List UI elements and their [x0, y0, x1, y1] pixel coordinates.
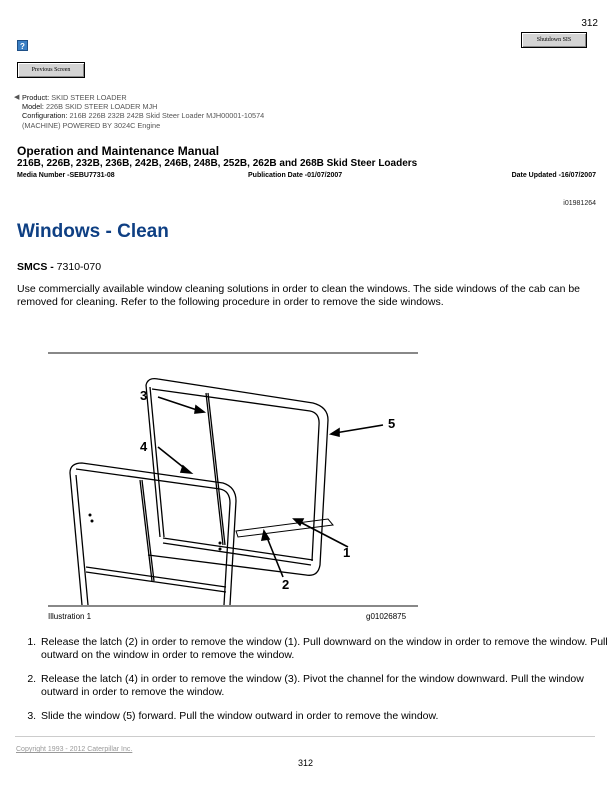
rear-window-frame [146, 379, 328, 576]
publication-date: Publication Date -01/07/2007 [248, 172, 343, 179]
product-value: SKID STEER LOADER [51, 93, 127, 102]
product-label: Product: [22, 93, 50, 102]
document-id: i01981264 [563, 200, 596, 207]
page-number-bottom: 312 [298, 758, 314, 768]
step-item: 2. Release the latch (4) in order to remove the window (3). Pivot the channel for the window downward. Pull the window outward in order to remove the window. [39, 673, 612, 699]
callout-1: 1 [343, 545, 351, 560]
channel [236, 519, 333, 537]
back-arrow-icon[interactable]: ◀ [14, 94, 20, 101]
smcs-code [17, 261, 101, 273]
footer-divider [15, 736, 595, 737]
page-title: Windows - Clean [17, 221, 169, 242]
date-updated: Date Updated -16/07/2007 [511, 172, 596, 179]
procedure-steps [17, 636, 612, 734]
callout-3: 3 [140, 388, 148, 403]
callout-4: 4 [140, 439, 148, 454]
previous-screen-button[interactable]: Previous Screen [17, 62, 85, 78]
intro-paragraph: Use commercially available window cleaning solutions in order to clean the windows. The side windows of the cab can be removed for cleaning. Refer to the following procedure in order to remove the side windows. [17, 283, 581, 308]
product-info [14, 93, 265, 130]
help-icon[interactable]: ? [17, 40, 28, 51]
shutdown-sis-button[interactable]: Shutdown SIS [521, 32, 587, 48]
graphic-id: g01026875 [366, 612, 407, 621]
smcs-label: SMCS - [17, 261, 54, 273]
configuration-label: Configuration: [22, 111, 68, 121]
manual-title: Operation and Maintenance Manual [17, 144, 220, 158]
step-item: 3. Slide the window (5) forward. Pull the window outward in order to remove the window. [39, 710, 612, 723]
callout-5: 5 [388, 416, 396, 431]
media-number: Media Number -SEBU7731-08 [17, 172, 115, 179]
illustration-caption: Illustration 1 [48, 612, 92, 621]
illustration-top-rule [48, 352, 418, 354]
page-number-top: 312 [581, 18, 598, 29]
illustration-bottom-rule [48, 605, 418, 607]
step-item: 1. Release the latch (2) in order to remove the window (1). Pull downward on the window in order to remove the window. Pull outward on the window in order to remove the window. [39, 636, 612, 662]
callout-2: 2 [282, 577, 290, 592]
copyright-link[interactable]: Copyright 1993 - 2012 Caterpillar Inc. [16, 746, 133, 753]
latch-dots [89, 514, 222, 551]
manual-models: 216B, 226B, 232B, 236B, 242B, 246B, 248B, 252B, 262B and 268B Skid Steer Loaders [17, 158, 418, 169]
model-label: Model: [22, 102, 44, 112]
illustration-windows [48, 355, 418, 605]
model-value: 226B SKID STEER LOADER MJH [45, 102, 158, 112]
configuration-value-2: (MACHINE) POWERED BY 3024C Engine [22, 120, 161, 130]
configuration-value: 216B 226B 232B 242B Skid Steer Loader MJH00001-10574 [69, 111, 265, 121]
front-window-frame [70, 463, 236, 605]
smcs-value: 7310-070 [56, 261, 102, 273]
